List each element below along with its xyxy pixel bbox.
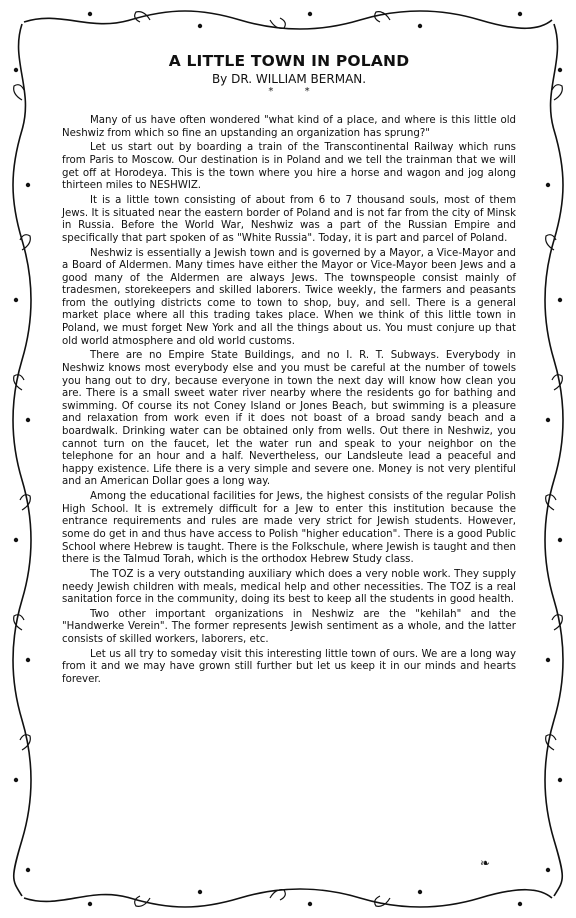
paragraph: Many of us have often wondered "what kind of a place, and where is this little old Neshwiz from which so fine an upstanding an organization has sprung?" <box>62 115 516 139</box>
paragraph: It is a little town consisting of about from 6 to 7 thousand souls, most of them Jews. It is situated near the eastern border of Poland and is not far from the city of Minsk in Russia. Before the World War, Neshwiz was a part of the Russian Empire and specifically that part spoken of as "White Russia". Today, it is part and parcel of Poland. <box>62 194 516 244</box>
paragraph: There are no Empire State Buildings, and no I. R. T. Subways. Everybody in Neshwiz knows most everybody else and you must be careful at the number of towels you hang out to dry, because everyone in town the next day will know how clean you are. There is a small sweet water river nearby where the residents go for bathing and swimming. Of course its not Coney Island or Jones Beach, but swimming is a pleasure and relaxation from work even if it does not boast of a broad sandy beach and a boardwalk. Drinking water can be obtained only from wells. Out there in Neshwiz, you cannot turn on the faucet, let the water run and speak to your neighbor on the telephone for an hour and a half. Nevertheless, our Landsleute lead a peaceful and happy existence. Life there is a very simple and severe one. Money is not very plentiful and an American Dollar goes a long way. <box>62 350 516 488</box>
paragraph: Let us all try to someday visit this interesting little town of ours. We are a long way from it and we may have grown still further but let us keep it in our minds and hearts forever. <box>62 648 516 686</box>
article <box>62 52 516 689</box>
title-separator: * * <box>268 86 324 97</box>
paragraph: Two other important organizations in Neshwiz are the "kehilah" and the "Handwerke Verein". The former represents Jewish sentiment as a whole, and the latter consists of skilled workers, laborers, etc. <box>62 608 516 646</box>
end-mark-icon: ❧ <box>480 856 491 870</box>
paragraph: Among the educational facilities for Jews, the highest consists of the regular Polish High School. It is extremely difficult for a Jew to enter this institution because the entrance requirements and rules are made very strict for Jewish students. However, some do get in and thus have access to Polish "higher education". There is a good Public School where Hebrew is taught. There is the Folkschule, where Jewish is taught and then there is the Talmud Torah, which is the orthodox Hebrew Study class. <box>62 491 516 566</box>
paragraph: Neshwiz is essentially a Jewish town and is governed by a Mayor, a Vice-Mayor and a Board of Aldermen. Many times have either the Mayor or Vice-Mayor been Jews and a good many of the Aldermen are always Jews. The townspeople consist mainly of tradesmen, storekeepers and skilled laborers. Twice weekly, the farmers and peasants from the outlying districts come to town to shop, buy, and sell. There is a general market place where all this trading takes place. When we think of this little town in Poland, we must forget New York and all the things about us. You must conjure up that old world atmosphere and old world customs. <box>62 247 516 347</box>
paragraph: The TOZ is a very outstanding auxiliary which does a very noble work. They supply needy Jewish children with meals, medical help and other necessities. The TOZ is a real sanitation force in the community, doing its best to keep all the students in good health. <box>62 568 516 606</box>
paragraph: Let us start out by boarding a train of the Transcontinental Railway which runs from Paris to Moscow. Our destination is in Poland and we tell the trainman that we will get off at Horodeya. This is the town where you hire a horse and wagon and jog along thirteen miles to NESHWIZ. <box>62 142 516 192</box>
article-byline: By DR. WILLIAM BERMAN. <box>211 72 367 86</box>
article-title: A LITTLE TOWN IN POLAND <box>168 52 410 70</box>
